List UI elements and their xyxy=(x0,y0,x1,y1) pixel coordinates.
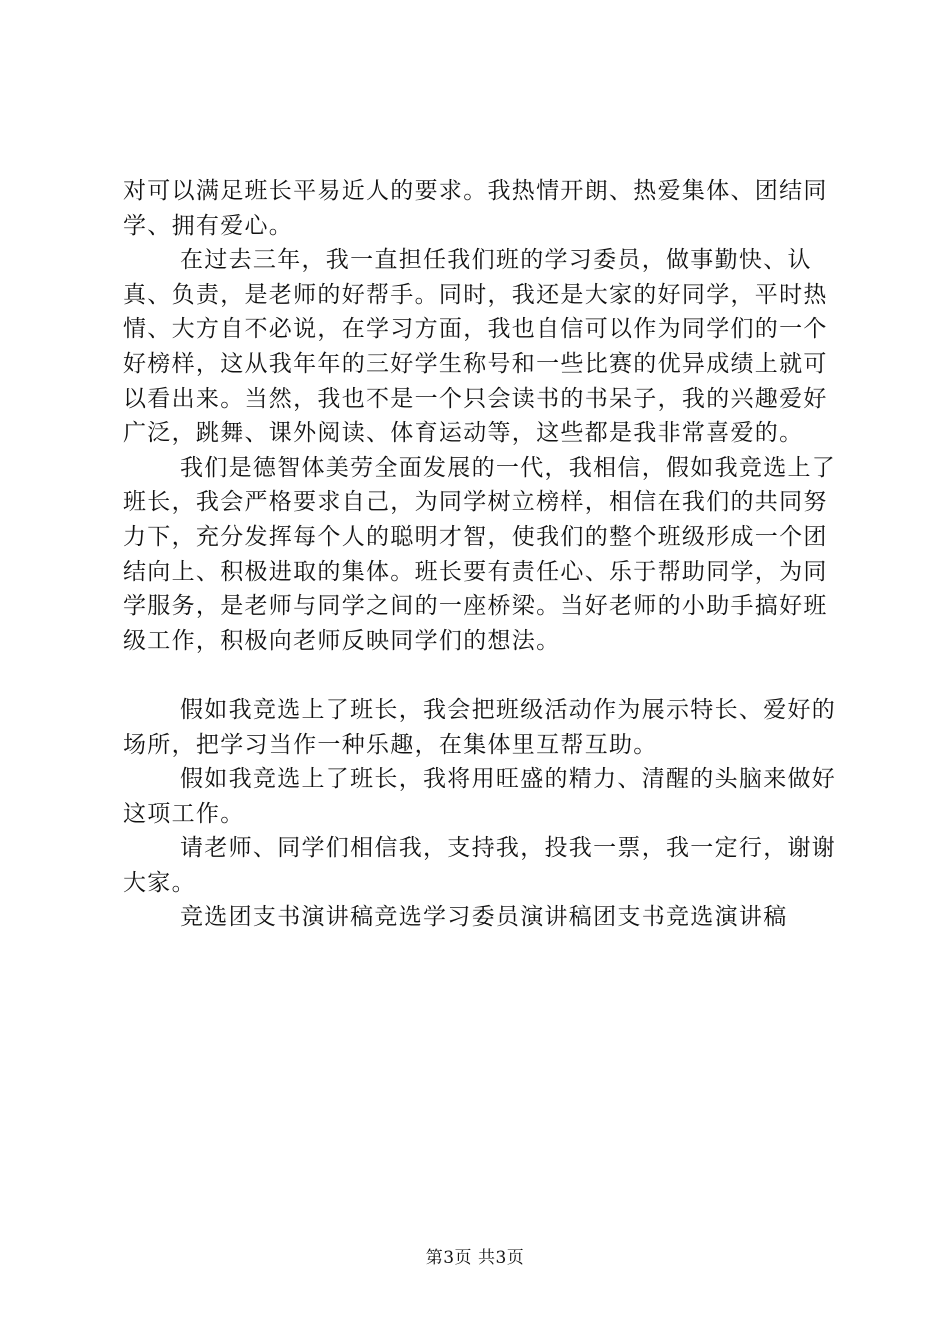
paragraph-energy: 假如我竞选上了班长，我将用旺盛的精力、清醒的头脑来做好这项工作。 xyxy=(123,766,837,827)
paragraph-activities: 假如我竞选上了班长，我会把班级活动作为展示特长、爱好的场所，把学习当作一种乐趣，在集体里互帮互助。 xyxy=(123,696,837,758)
document-body xyxy=(123,174,839,935)
paragraph-closing: 请老师、同学们相信我，支持我，投我一票，我一定行，谢谢大家。 xyxy=(123,835,837,896)
paragraph-continuation: 对可以满足班长平易近人的要求。我热情开朗、热爱集体、团结同学、拥有爱心。 xyxy=(123,178,828,239)
paragraph-commitment: 我们是德智体美劳全面发展的一代，我相信，假如我竞选上了班长，我会严格要求自己，为同学树立榜样，相信在我们的共同努力下，充分发挥每个人的聪明才智，使我们的整个班级形成一个团结向上、积极进取的集体。班长要有责任心、乐于帮助同学，为同学服务，是老师与同学之间的一座桥梁。当好老师的小助手搞好班级工作，积极向老师反映同学们的想法。 xyxy=(123,454,837,654)
paragraph-related-titles: 竞选团支书演讲稿竞选学习委员演讲稿团支书竞选演讲稿 xyxy=(180,904,788,931)
paragraph-experience: 在过去三年，我一直担任我们班的学习委员，做事勤快、认真、负责，是老师的好帮手。同时，我还是大家的好同学，平时热情、大方自不必说，在学习方面，我也自信可以作为同学们的一个好榜样，这从我年年的三好学生称号和一些比赛的优异成绩上就可以看出来。当然，我也不是一个只会读书的书呆子，我的兴趣爱好广泛，跳舞、课外阅读、体育运动等，这些都是我非常喜爱的。 xyxy=(123,247,828,447)
page-number-footer: 第3页 共3页 xyxy=(425,1248,525,1268)
